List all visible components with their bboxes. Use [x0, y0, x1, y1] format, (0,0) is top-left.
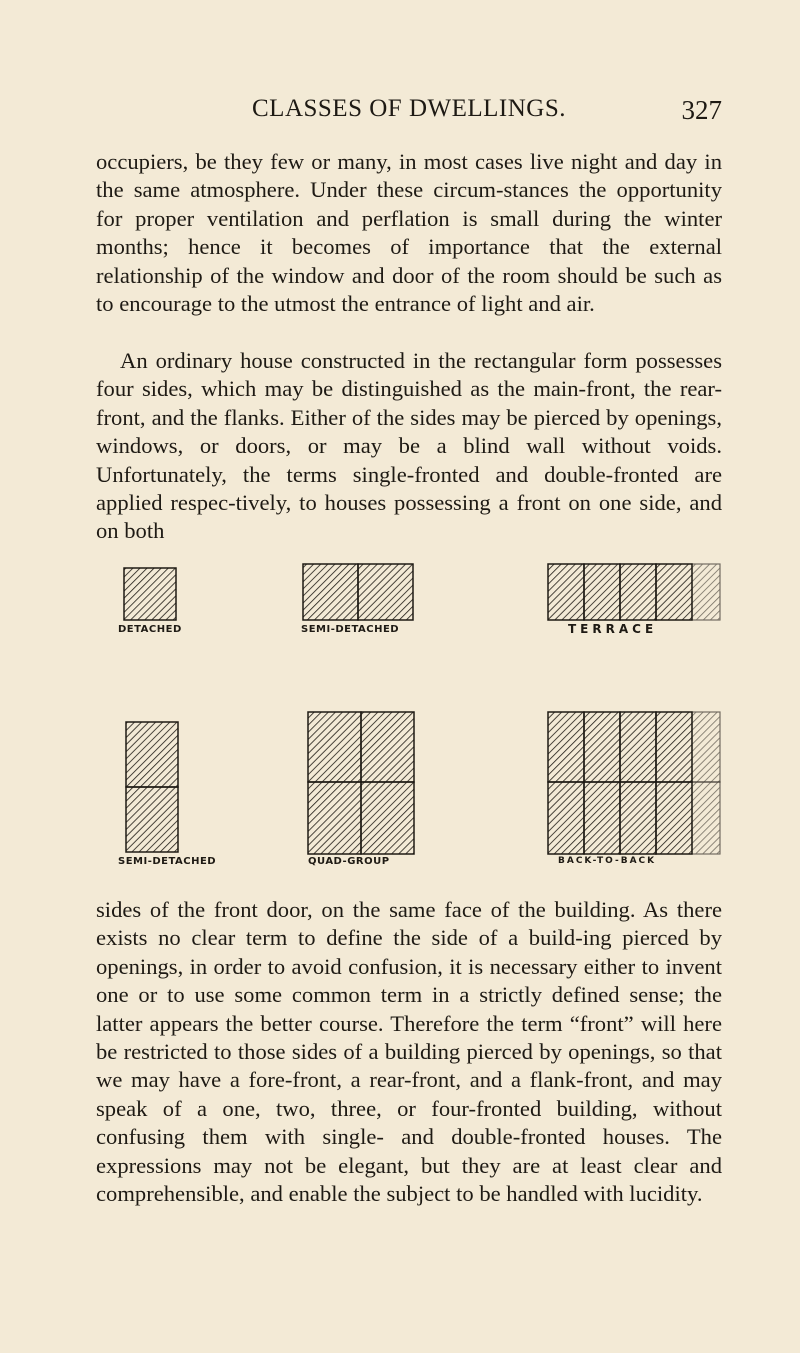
caption-back-to-back: BACK-TO-BACK [558, 856, 657, 866]
caption-quad-group: QUAD-GROUP [308, 856, 390, 867]
caption-terrace: TERRACE [568, 622, 658, 636]
back-to-back-diagram [548, 712, 720, 854]
semi-detached-double-diagram [126, 722, 178, 852]
paragraph-2: An ordinary house constructed in the rectangular form possesses four sides, which may be distinguished as the main-front, the rear-front, and the flanks. Either of the sides may be pierced by openings, windows, or doors, or may be a blind wall without voids. Unfortunately, the terms single-fronted and double-fronted are applied respec-tively, to houses possessing a front on one side, and on both [96, 348, 722, 544]
quad-group-diagram [308, 712, 414, 854]
terrace-diagram [548, 564, 720, 620]
page-header [96, 95, 722, 135]
dwelling-types-figure [96, 562, 722, 874]
paragraph-1: occupiers, be they few or many, in most cases live night and day in the same atmosphere. Under these circum-stances the opportunity for proper ventilation and perflation is small during the winter months; hence it becomes of importance that the external relationship of the window and door of the room should be such as to encourage to the utmost the entrance of light and air. [96, 149, 722, 317]
page-number: 327 [681, 95, 722, 125]
dwelling-diagrams [96, 562, 722, 874]
running-head: CLASSES OF DWELLINGS. [252, 95, 566, 122]
detached-house-diagram [124, 568, 176, 620]
caption-semi-detached: SEMI-DETACHED [301, 624, 400, 635]
caption-semi-detached-double: SEMI-DETACHED [118, 856, 217, 867]
paragraph-3: sides of the front door, on the same face of the building. As there exists no clear term to define the side of a build-ing pierced by openings, in order to avoid confusion, it is necessary either to invent one or to use some common term in a strictly defined sense; the latter appears the better course. Therefore the term “front” will here be restricted to those sides of a building pierced by openings, so that we may have a fore-front, a rear-front, and a flank-front, and may speak of a one, two, three, or four-fronted building, without confusing them with single- and double-fronted houses. The expressions may not be elegant, but they are at least clear and comprehensible, and enable the subject to be handled with lucidity. [96, 897, 722, 1207]
caption-detached: DETACHED [118, 624, 182, 635]
semi-detached-diagram [303, 564, 413, 620]
